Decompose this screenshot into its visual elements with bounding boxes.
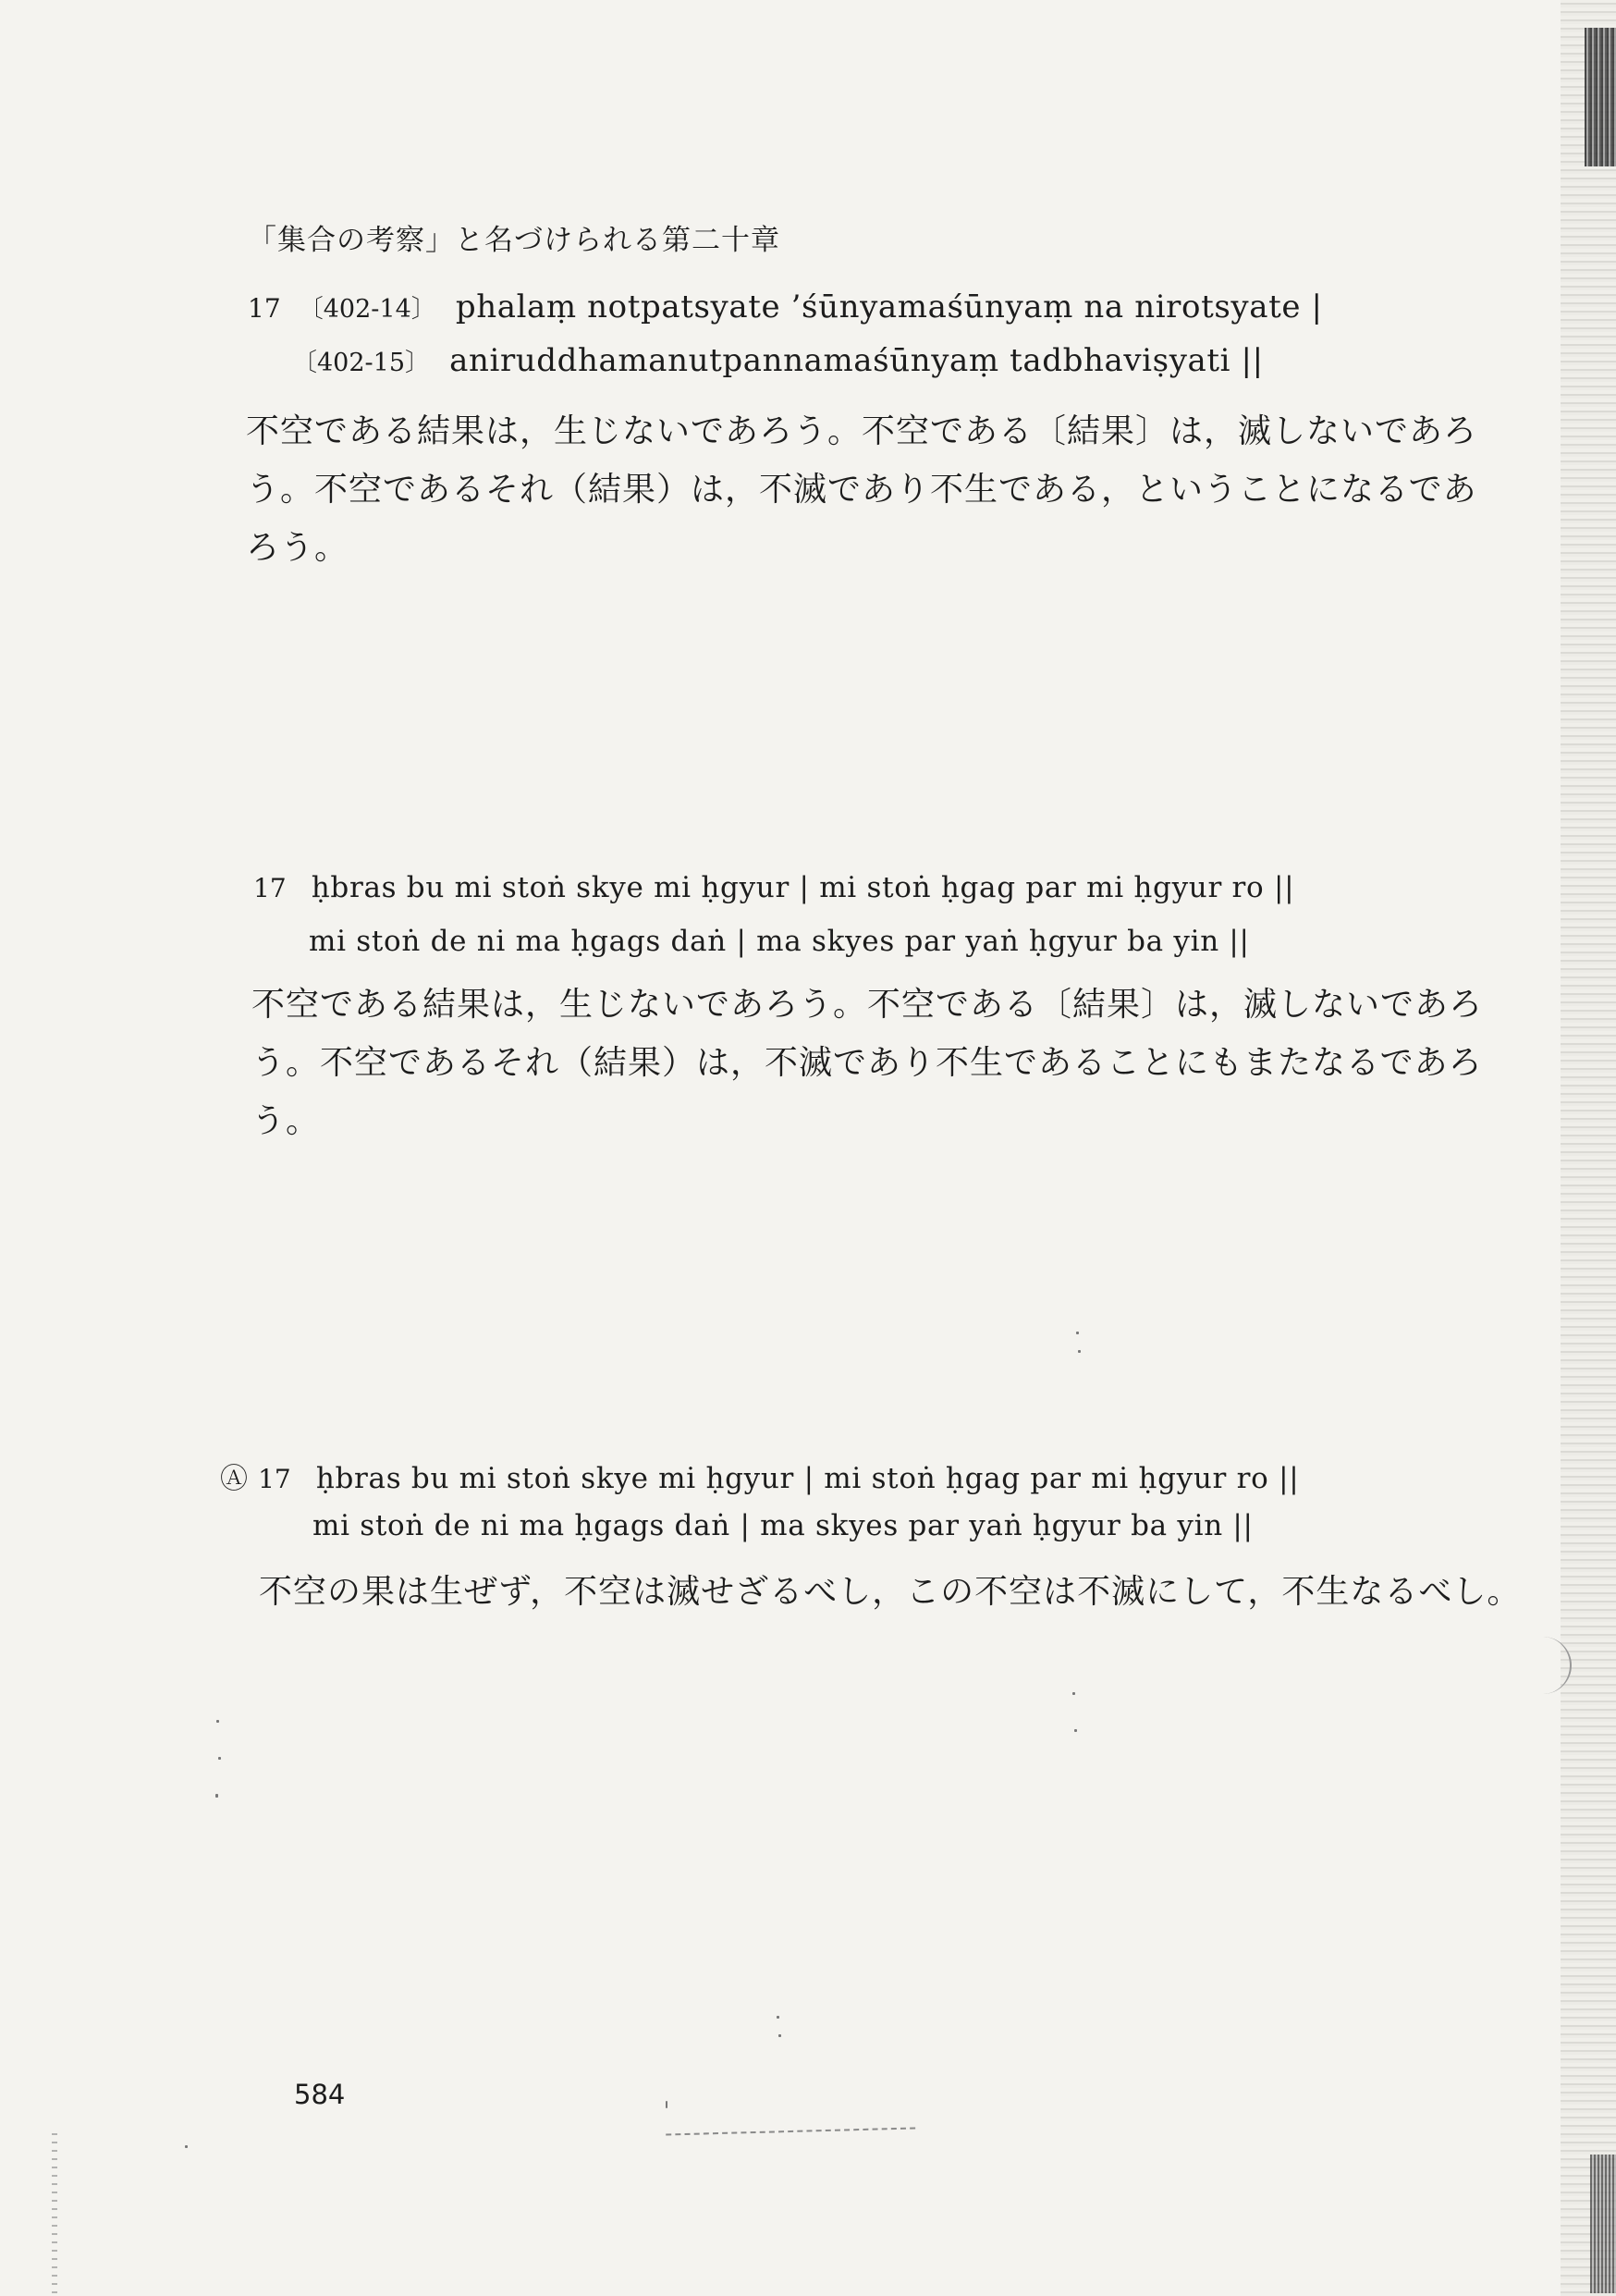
akutobhaya-translation: 不空の果は生ぜず，不空は滅せざるべし，この不空は不滅にして，不生なるべし。 [259,1573,1522,1611]
scan-speck [666,2101,667,2108]
sanskrit-translation: 不空である結果は，生じないであろう。不空である〔結果〕は，滅しないであろう。不空であるそれ（結果）は，不滅であり不生である，ということになるであろう。 [246,412,1478,567]
sanskrit-line-1 [248,289,1323,325]
scan-speck [215,1794,218,1798]
scan-speck [1074,1729,1077,1732]
tibetan-text: mi stoṅ de ni ma ḥgags daṅ | ma skyes par yaṅ ḥgyur ba yin || [312,1509,1254,1542]
scan-edge-mark-top [1585,28,1616,166]
verse-reference: 〔402-15〕 [292,349,431,377]
akutobhaya-line-2 [312,1509,1254,1542]
chapter-title: 「集合の考察」と名づけられる第二十章 [248,224,780,257]
sanskrit-text: phalaṃ notpatsyate ’śūnyamaśūnyaṃ na nirotsyate | [455,289,1323,325]
tibetan-translation: 不空である結果は，生じないであろう。不空である〔結果〕は，滅しないであろう。不空であるそれ（結果）は，不滅であり不生であることにもまたなるであろう。 [251,986,1484,1140]
sanskrit-text: aniruddhamanutpannamaśūnyaṃ tadbhaviṣyati || [449,342,1264,379]
sanskrit-line-2 [292,342,1264,379]
scan-edge-left [52,2127,57,2293]
tibetan-line-1 [253,871,1294,904]
scan-speck [216,1720,219,1723]
scan-speck [1076,1332,1079,1334]
verse-number: 17 [248,293,281,324]
scan-speck [218,1757,221,1760]
tibetan-text: mi stoṅ de ni ma ḥgags daṅ | ma skyes par yaṅ ḥgyur ba yin || [309,925,1250,958]
scan-speck [185,2145,188,2148]
scan-speck [1078,1350,1081,1353]
tibetan-text: ḥbras bu mi stoṅ skye mi ḥgyur | mi stoṅ ḥgag par mi ḥgyur ro || [311,871,1295,904]
scan-speck [777,2016,779,2019]
scan-speck [1072,1692,1075,1695]
page-number: 584 [294,2079,346,2110]
verse-number: 17 [253,873,287,903]
scan-edge-shadow [1561,0,1616,2296]
pencil-mark [666,2114,915,2135]
akutobhaya-marker: Ⓐ [220,1463,248,1495]
verse-reference: 〔402-14〕 [298,295,436,324]
scan-speck [778,2034,781,2037]
tibetan-text: ḥbras bu mi stoṅ skye mi ḥgyur | mi stoṅ ḥgag par mi ḥgyur ro || [315,1462,1300,1495]
tibetan-line-2 [309,925,1250,958]
scan-edge-mark-bottom [1590,2155,1616,2293]
akutobhaya-line-1 [220,1455,1299,1496]
verse-number: 17 [258,1464,291,1494]
